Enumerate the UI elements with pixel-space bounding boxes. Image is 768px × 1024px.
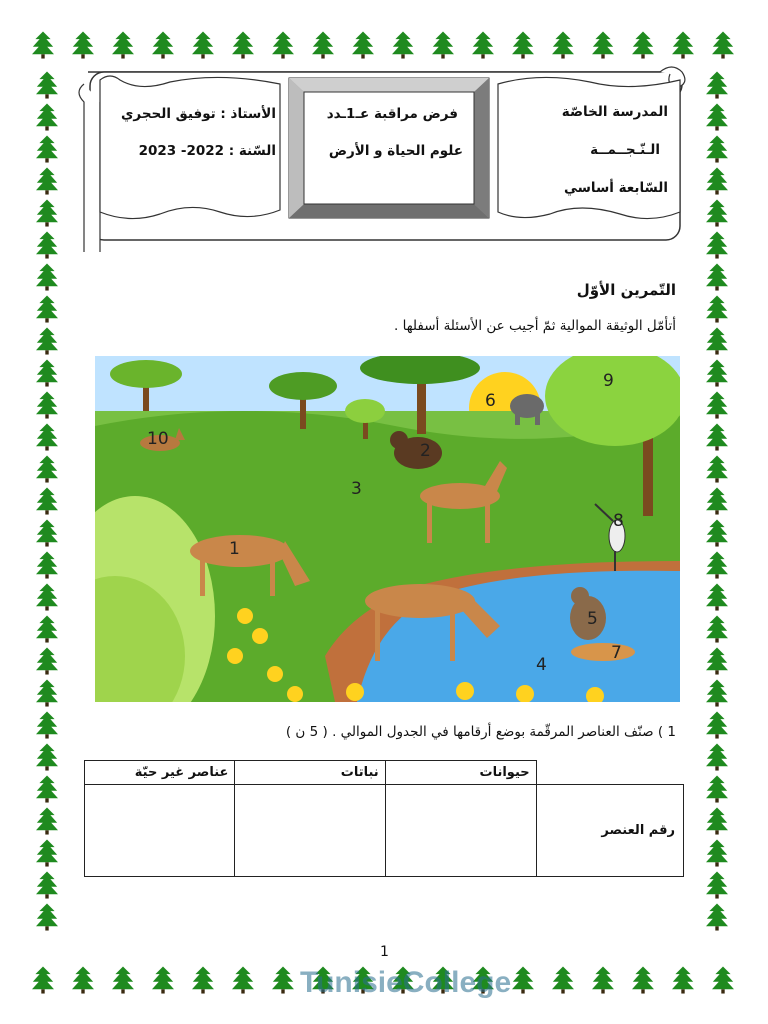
pine-tree-icon bbox=[36, 582, 58, 612]
pine-tree-icon bbox=[712, 965, 734, 995]
pine-tree-icon bbox=[512, 30, 534, 60]
pine-tree-icon bbox=[272, 30, 294, 60]
pine-tree-icon bbox=[706, 838, 728, 868]
scene-number-4: 4 bbox=[536, 655, 547, 675]
pine-tree-icon bbox=[706, 454, 728, 484]
pine-tree-icon bbox=[36, 326, 58, 356]
pine-tree-icon bbox=[72, 965, 94, 995]
pine-tree-icon bbox=[706, 902, 728, 932]
pine-tree-icon bbox=[706, 870, 728, 900]
pine-tree-icon bbox=[706, 134, 728, 164]
pine-tree-icon bbox=[706, 422, 728, 452]
cell-animals[interactable] bbox=[385, 785, 536, 877]
pine-tree-icon bbox=[36, 390, 58, 420]
grade-label: السّابعة أساسي bbox=[564, 180, 668, 196]
school-label: المدرسة الخاصّة bbox=[561, 104, 668, 120]
pine-tree-icon bbox=[512, 965, 534, 995]
pine-tree-icon bbox=[706, 294, 728, 324]
pine-tree-icon bbox=[36, 902, 58, 932]
school-name: الـنّـجــمــة bbox=[590, 142, 660, 158]
pine-tree-icon bbox=[272, 965, 294, 995]
pine-tree-icon bbox=[706, 358, 728, 388]
pine-tree-icon bbox=[706, 582, 728, 612]
pine-tree-icon bbox=[36, 358, 58, 388]
pine-tree-icon bbox=[706, 550, 728, 580]
pine-tree-icon bbox=[706, 198, 728, 228]
pine-tree-icon bbox=[36, 838, 58, 868]
pine-tree-icon bbox=[36, 550, 58, 580]
pine-tree-icon bbox=[36, 774, 58, 804]
pine-tree-icon bbox=[672, 30, 694, 60]
pine-tree-icon bbox=[706, 390, 728, 420]
pine-tree-icon bbox=[706, 678, 728, 708]
year-label: السّنة : 2022- 2023 bbox=[138, 143, 276, 159]
pine-tree-icon bbox=[36, 262, 58, 292]
scene-number-9: 9 bbox=[603, 371, 614, 391]
pine-tree-icon bbox=[36, 870, 58, 900]
pine-tree-icon bbox=[112, 965, 134, 995]
pine-tree-icon bbox=[706, 774, 728, 804]
pine-tree-icon bbox=[706, 710, 728, 740]
scene-number-10: 10 bbox=[147, 429, 169, 449]
pine-tree-icon bbox=[36, 518, 58, 548]
pine-tree-icon bbox=[36, 710, 58, 740]
pine-tree-icon bbox=[36, 134, 58, 164]
pine-tree-icon bbox=[706, 806, 728, 836]
scene-number-5: 5 bbox=[587, 609, 598, 629]
pine-tree-icon bbox=[472, 30, 494, 60]
pine-tree-icon bbox=[36, 230, 58, 260]
pine-tree-icon bbox=[152, 965, 174, 995]
pine-tree-icon bbox=[36, 678, 58, 708]
pine-tree-icon bbox=[552, 965, 574, 995]
pine-tree-icon bbox=[706, 262, 728, 292]
page-number: 1 bbox=[380, 944, 389, 960]
pine-tree-icon bbox=[36, 646, 58, 676]
scene-number-8: 8 bbox=[613, 511, 624, 531]
exercise-instruction: أتأمّل الوثيقة الموالية ثمّ أجيب عن الأسئلة أسفلها . bbox=[394, 318, 676, 334]
pine-tree-icon bbox=[36, 454, 58, 484]
pine-tree-icon bbox=[32, 30, 54, 60]
pine-tree-icon bbox=[592, 30, 614, 60]
pine-tree-icon bbox=[36, 742, 58, 772]
row-label: رقم العنصر bbox=[536, 785, 683, 877]
watermark-logo: TunisieCollege bbox=[300, 966, 512, 999]
header-plants: نباتات bbox=[235, 761, 385, 785]
scene-number-3: 3 bbox=[351, 479, 362, 499]
scene-number-6: 6 bbox=[485, 391, 496, 411]
pine-tree-icon bbox=[32, 965, 54, 995]
pine-tree-icon bbox=[712, 30, 734, 60]
header-animals: حيوانات bbox=[385, 761, 536, 785]
pine-tree-icon bbox=[352, 30, 374, 60]
pine-tree-icon bbox=[192, 30, 214, 60]
pine-tree-icon bbox=[432, 30, 454, 60]
pine-tree-icon bbox=[706, 70, 728, 100]
scene-number-7: 7 bbox=[611, 643, 622, 663]
cell-plants[interactable] bbox=[235, 785, 385, 877]
pine-tree-icon bbox=[632, 965, 654, 995]
pine-tree-icon bbox=[706, 486, 728, 516]
pine-tree-icon bbox=[36, 422, 58, 452]
pine-tree-icon bbox=[36, 614, 58, 644]
pine-tree-icon bbox=[232, 30, 254, 60]
teacher-label: الأستاذ : توفيق الحجري bbox=[121, 106, 276, 122]
pine-tree-icon bbox=[36, 806, 58, 836]
pine-tree-icon bbox=[706, 230, 728, 260]
pine-tree-icon bbox=[672, 965, 694, 995]
pine-tree-icon bbox=[706, 614, 728, 644]
pine-tree-icon bbox=[152, 30, 174, 60]
table-corner bbox=[536, 761, 683, 785]
header-non-living: عناصر غير حيّة bbox=[85, 761, 235, 785]
pine-tree-icon bbox=[36, 294, 58, 324]
pine-tree-icon bbox=[192, 965, 214, 995]
question-1: 1 ) صنّف العناصر المرقّمة بوضع أرقامها في الجدول الموالي . ( 5 ن ) bbox=[285, 724, 676, 740]
scene-number-1: 1 bbox=[229, 539, 240, 559]
pine-tree-icon bbox=[112, 30, 134, 60]
pine-tree-icon bbox=[36, 198, 58, 228]
pine-tree-icon bbox=[706, 742, 728, 772]
pine-tree-icon bbox=[36, 102, 58, 132]
pine-tree-icon bbox=[392, 30, 414, 60]
pine-tree-icon bbox=[72, 30, 94, 60]
pine-tree-icon bbox=[592, 965, 614, 995]
savanna-illustration bbox=[95, 356, 680, 702]
subject-label: علوم الحياة و الأرض bbox=[328, 143, 463, 159]
pine-tree-icon bbox=[36, 70, 58, 100]
pine-tree-icon bbox=[36, 166, 58, 196]
exam-title: فرض مراقبة عـ1ـدد bbox=[326, 106, 458, 122]
pine-tree-icon bbox=[36, 486, 58, 516]
classification-table bbox=[84, 760, 684, 877]
scene-number-2: 2 bbox=[420, 441, 431, 461]
pine-tree-icon bbox=[312, 30, 334, 60]
pine-tree-icon bbox=[706, 326, 728, 356]
cell-non-living[interactable] bbox=[85, 785, 235, 877]
pine-tree-icon bbox=[706, 646, 728, 676]
pine-tree-icon bbox=[706, 166, 728, 196]
pine-tree-icon bbox=[706, 518, 728, 548]
exercise-title: التّمرين الأوّل bbox=[576, 281, 676, 299]
pine-tree-icon bbox=[632, 30, 654, 60]
pine-tree-icon bbox=[232, 965, 254, 995]
pine-tree-icon bbox=[706, 102, 728, 132]
pine-tree-icon bbox=[552, 30, 574, 60]
